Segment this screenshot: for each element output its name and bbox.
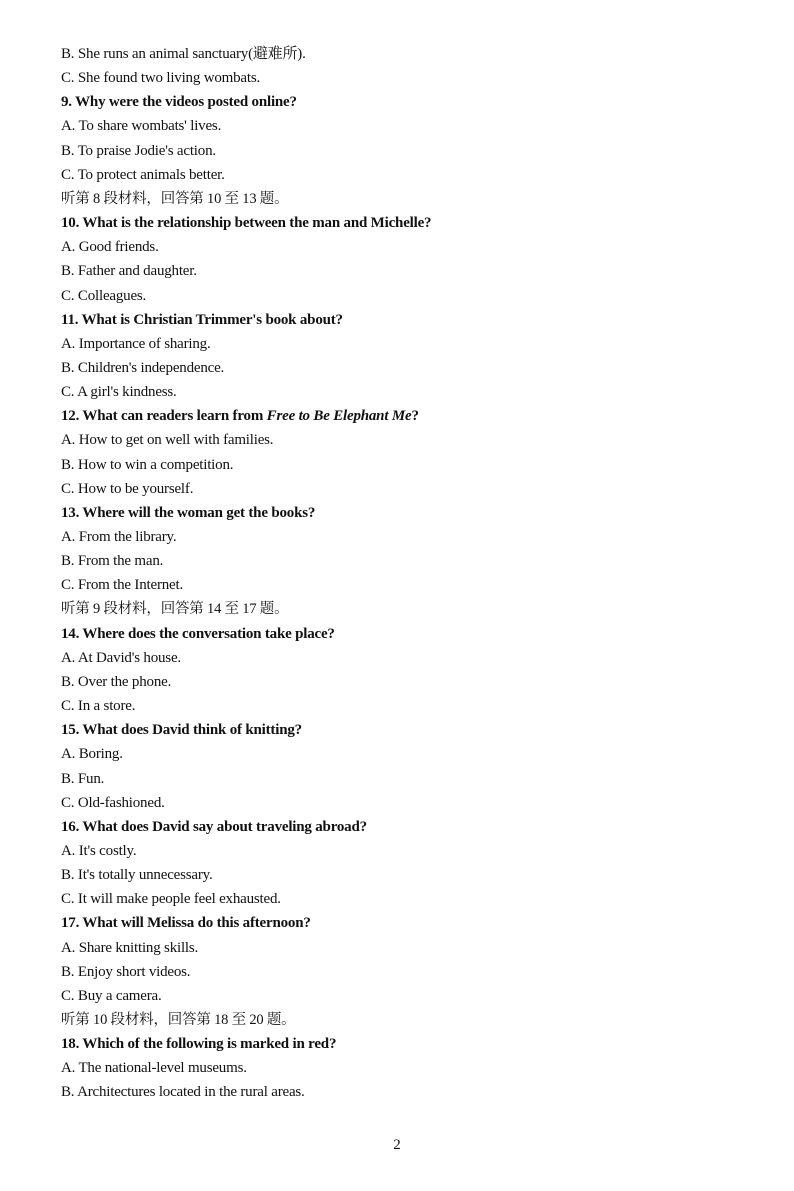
line-text: A. The national-level museums.: [61, 1060, 247, 1077]
line-text: B. She runs an animal sanctuary(避难所).: [61, 46, 306, 62]
answer-option: [61, 551, 163, 571]
line-text: B. Fun.: [61, 770, 105, 787]
answer-option: [61, 986, 162, 1006]
answer-option: [61, 382, 177, 402]
line-text-end: ?: [411, 408, 419, 425]
line-text: C. From the Internet.: [61, 577, 184, 594]
answer-option: [61, 889, 281, 909]
answer-option: [61, 479, 193, 499]
answer-option: [61, 527, 176, 547]
line-text: 听第 10 段材料，回答第 18 至 20 题。: [61, 1012, 296, 1028]
answer-option: [61, 237, 159, 257]
line-text: B. How to win a competition.: [61, 456, 234, 473]
answer-option: [61, 962, 190, 982]
line-text: 听第 9 段材料，回答第 14 至 17 题。: [61, 601, 289, 618]
line-text: A. At David's house.: [61, 649, 181, 666]
answer-option: [61, 938, 198, 958]
answer-option: [61, 261, 197, 281]
line-text: A. From the library.: [61, 529, 177, 545]
line-text: C. How to be yourself.: [61, 480, 194, 497]
question-text: [61, 406, 419, 426]
line-text: A. How to get on well with families.: [61, 432, 274, 449]
line-text: C. Colleagues.: [61, 287, 147, 304]
question-text: [61, 310, 343, 330]
line-text: C. She found two living wombats.: [61, 70, 261, 87]
line-text: 11. What is Christian Trimmer's book about?: [61, 311, 343, 328]
line-text: A. Share knitting skills.: [61, 939, 199, 956]
line-text: A. It's costly.: [61, 842, 137, 859]
line-text: C. It will make people feel exhausted.: [61, 891, 281, 908]
line-text: 13. Where will the woman get the books?: [61, 504, 316, 521]
answer-option: [61, 696, 135, 716]
line-text: B. Enjoy short videos.: [61, 963, 191, 980]
line-text: B. Over the phone.: [61, 673, 172, 690]
answer-option: [61, 769, 104, 789]
line-text: 17. What will Melissa do this afternoon?: [61, 915, 311, 932]
answer-option: [61, 430, 273, 450]
question-text: [61, 213, 431, 233]
answer-option: [61, 286, 146, 306]
line-text: 听第 8 段材料，回答第 10 至 13 题。: [61, 190, 289, 207]
section-instruction: [61, 599, 288, 619]
answer-option: [61, 68, 260, 88]
section-instruction: [61, 189, 288, 209]
line-text: B. To praise Jodie's action.: [61, 142, 216, 159]
answer-option: [61, 141, 216, 161]
line-text: B. It's totally unnecessary.: [61, 867, 213, 884]
question-text: [61, 503, 315, 523]
line-text: 9. Why were the videos posted online?: [61, 94, 297, 111]
question-text: [61, 817, 367, 837]
answer-option: [61, 865, 213, 885]
line-text: C. A girl's kindness.: [61, 384, 177, 401]
answer-option: [61, 672, 171, 692]
answer-option: [61, 116, 221, 136]
question-text: [61, 720, 302, 740]
line-text: A. Boring.: [61, 746, 123, 763]
line-text: A. Importance of sharing.: [61, 335, 211, 352]
section-instruction: [61, 1010, 295, 1030]
answer-option: [61, 44, 306, 64]
question-text: [61, 92, 297, 112]
page-number: 2: [393, 1137, 401, 1153]
line-text: C. To protect animals better.: [61, 166, 225, 183]
line-text: A. Good friends.: [61, 239, 159, 256]
answer-option: [61, 744, 123, 764]
answer-option: [61, 1082, 305, 1102]
line-text: 10. What is the relationship between the man and Michelle?: [61, 215, 432, 232]
line-text: 18. Which of the following is marked in red?: [61, 1036, 337, 1053]
line-text: B. Architectures located in the rural areas.: [61, 1084, 305, 1101]
line-text: 12. What can readers learn from: [61, 408, 267, 425]
answer-option: [61, 648, 181, 668]
answer-option: [61, 1058, 247, 1078]
question-text: [61, 913, 311, 933]
line-text: B. From the man.: [61, 553, 164, 570]
answer-option: [61, 165, 225, 185]
line-text: B. Children's independence.: [61, 359, 225, 376]
line-text: 14. Where does the conversation take place?: [61, 625, 335, 642]
line-text: 16. What does David say about traveling abroad?: [61, 818, 367, 835]
line-text: C. In a store.: [61, 698, 136, 715]
question-text: [61, 624, 335, 644]
answer-option: [61, 358, 224, 378]
line-text: A. To share wombats' lives.: [61, 118, 222, 135]
answer-option: [61, 793, 165, 813]
book-title: Free to Be Elephant Me: [266, 408, 412, 425]
answer-option: [61, 575, 183, 595]
line-text: 15. What does David think of knitting?: [61, 722, 302, 739]
line-text: C. Old-fashioned.: [61, 794, 165, 811]
answer-option: [61, 334, 211, 354]
answer-option: [61, 841, 136, 861]
question-text: [61, 1034, 336, 1054]
line-text: C. Buy a camera.: [61, 987, 162, 1004]
answer-option: [61, 455, 233, 475]
line-text: B. Father and daughter.: [61, 263, 197, 280]
